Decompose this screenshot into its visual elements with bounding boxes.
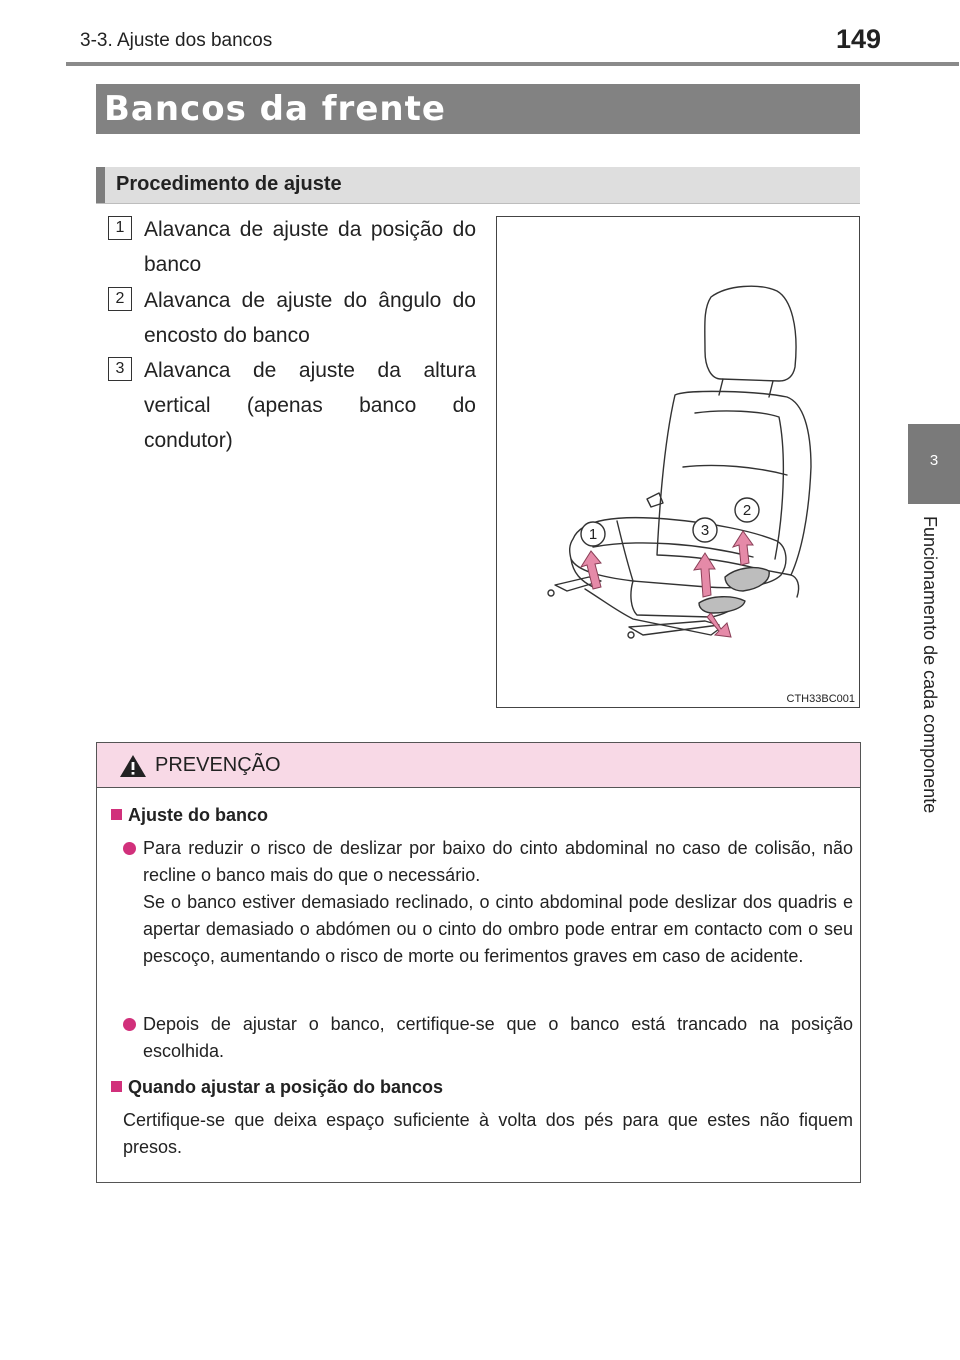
bullet-text: Se o banco estiver demasiado reclinado, o cinto abdominal pode deslizar dos quadris e apertar demasiado o abdómen ou o cinto do ombro pode entrar em contacto com o seu pescoço, aumentando o risco de morte ou ferimentos graves em caso de acidente. bbox=[143, 892, 853, 966]
procedure-number: 2 bbox=[108, 287, 132, 311]
warning-heading-2 bbox=[111, 1077, 443, 1098]
headrest bbox=[705, 286, 796, 381]
callout-label: 2 bbox=[742, 502, 752, 519]
procedure-number: 3 bbox=[108, 357, 132, 381]
main-title-bar bbox=[96, 84, 860, 134]
page-number: 149 bbox=[836, 24, 882, 54]
square-bullet-icon bbox=[111, 1081, 122, 1092]
section-title: 3-3. Ajuste dos bancos bbox=[80, 30, 273, 51]
warning-paragraph: Certifique-se que deixa espaço suficiente à volta dos pés para que estes não fiquem presos. bbox=[123, 1110, 853, 1157]
procedure-text: Alavanca de ajuste do ângulo do encosto do banco bbox=[144, 289, 476, 347]
seat-illustration bbox=[496, 216, 860, 708]
warning-bullet-2 bbox=[123, 1011, 853, 1065]
seatback-seam bbox=[683, 465, 787, 475]
seatback bbox=[657, 391, 811, 575]
chapter-tab bbox=[908, 424, 960, 504]
header-divider bbox=[66, 62, 959, 66]
warning-icon bbox=[119, 754, 147, 778]
bullet-text: Depois de ajustar o banco, certifique-se que o banco está trancado na posição escolhida. bbox=[143, 1014, 853, 1061]
cushion-edge bbox=[617, 521, 633, 581]
subtitle-bar bbox=[96, 167, 860, 204]
chapter-number: 3 bbox=[929, 452, 939, 469]
procedure-text: Alavanca de ajuste da posição do banco bbox=[144, 218, 476, 276]
figure-code: CTH33BC001 bbox=[786, 693, 855, 705]
arrow-down bbox=[707, 613, 731, 637]
cushion-seam bbox=[593, 543, 753, 557]
procedure-number: 1 bbox=[108, 216, 132, 240]
warning-bullet-1 bbox=[123, 835, 853, 970]
chapter-label: Funcionamento de cada componente bbox=[920, 516, 940, 814]
page-title: Bancos da frente bbox=[104, 89, 446, 129]
square-bullet-icon bbox=[111, 809, 122, 820]
rail-bolt bbox=[548, 590, 554, 596]
subtitle-accent bbox=[96, 167, 105, 203]
warning-title: PREVENÇÃO bbox=[155, 754, 281, 776]
round-bullet-icon bbox=[123, 842, 136, 855]
callout-label: 3 bbox=[700, 522, 710, 539]
bolster bbox=[791, 575, 799, 597]
seat-drawing bbox=[497, 217, 859, 707]
callout-label: 1 bbox=[588, 526, 598, 543]
height-lever bbox=[699, 597, 745, 613]
warning-box bbox=[96, 742, 861, 1183]
round-bullet-icon bbox=[123, 1018, 136, 1031]
rail-bolt bbox=[628, 632, 634, 638]
subtitle: Procedimento de ajuste bbox=[116, 173, 342, 195]
procedure-text: Alavanca de ajuste da altura vertical (apenas banco do condutor) bbox=[144, 359, 476, 452]
heading-text: Ajuste do banco bbox=[128, 805, 269, 825]
heading-text: Quando ajustar a posição do bancos bbox=[128, 1077, 444, 1097]
warning-heading-1 bbox=[111, 805, 268, 826]
recline-lever bbox=[725, 568, 769, 591]
bullet-text: Para reduzir o risco de deslizar por baixo do cinto abdominal no caso de colisão, não recline o banco mais do que o necessário. bbox=[143, 838, 853, 885]
warning-header bbox=[97, 743, 860, 788]
arrow-recline bbox=[733, 531, 753, 565]
